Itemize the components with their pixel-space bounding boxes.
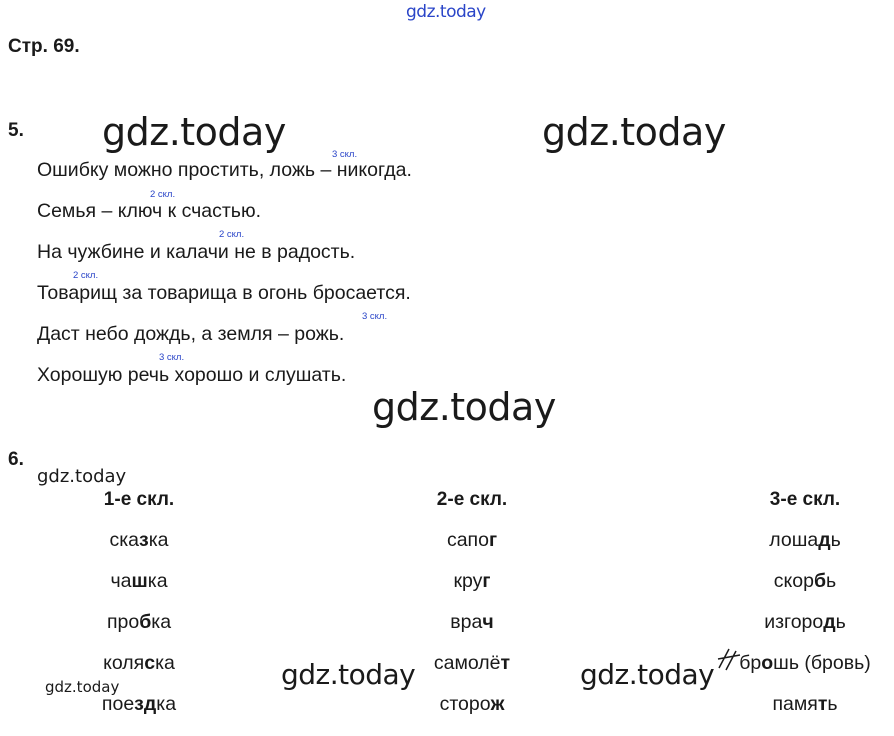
proverb-line: Даст небо дождь, а земля – рожь. xyxy=(37,323,345,345)
word-item: сторож xyxy=(439,693,505,715)
watermark: gdz.today xyxy=(102,110,286,154)
declension-note: 2 скл. xyxy=(219,229,245,240)
word-item: брошь (бровь) xyxy=(739,652,871,674)
declension-note: 3 скл. xyxy=(332,149,358,160)
word-item: скорбь xyxy=(773,570,837,592)
word-item: коляска xyxy=(103,652,175,674)
word-item: врач xyxy=(450,611,494,633)
word-item: чашка xyxy=(110,570,168,592)
proverb-line: На чужбине и калачи не в радость. xyxy=(37,241,356,263)
column-header-2: 2-е скл. xyxy=(436,489,508,510)
word-item: изгородь xyxy=(764,611,846,633)
watermark: gdz.today xyxy=(281,658,416,691)
exercise-5-number: 5. xyxy=(8,120,24,141)
word-item: сапог xyxy=(446,529,498,551)
declension-note: 2 скл. xyxy=(150,189,176,200)
exercise-6-number: 6. xyxy=(8,449,24,470)
word-item: круг xyxy=(453,570,491,592)
word-item: лошадь xyxy=(769,529,841,551)
word-item: память xyxy=(772,693,838,715)
correction-mark xyxy=(716,646,746,672)
proverb-line: Хорошую речь хорошо и слушать. xyxy=(37,364,347,386)
column-header-1: 1-е скл. xyxy=(103,489,175,510)
page-title: Стр. 69. xyxy=(8,36,80,57)
word-item: поездка xyxy=(101,693,177,715)
declension-note: 3 скл. xyxy=(362,311,388,322)
proverb-line: Семья – ключ к счастью. xyxy=(37,200,262,222)
watermark: gdz.today xyxy=(45,678,120,696)
declension-note: 3 скл. xyxy=(159,352,185,363)
word-item: пробка xyxy=(106,611,172,633)
watermark: gdz.today xyxy=(580,658,715,691)
column-header-3: 3-е скл. xyxy=(769,489,841,510)
watermark: gdz.today xyxy=(372,385,556,429)
declension-note: 2 скл. xyxy=(73,270,99,281)
word-item: сказка xyxy=(109,529,169,551)
watermark: gdz.today xyxy=(37,466,127,487)
proverb-line: Ошибку можно простить, ложь – никогда. xyxy=(37,159,412,181)
word-item: самолёт xyxy=(433,652,511,674)
watermark-top: gdz.today xyxy=(406,2,486,22)
watermark: gdz.today xyxy=(542,110,726,154)
proverb-line: Товарищ за товарища в огонь бросается. xyxy=(37,282,411,304)
